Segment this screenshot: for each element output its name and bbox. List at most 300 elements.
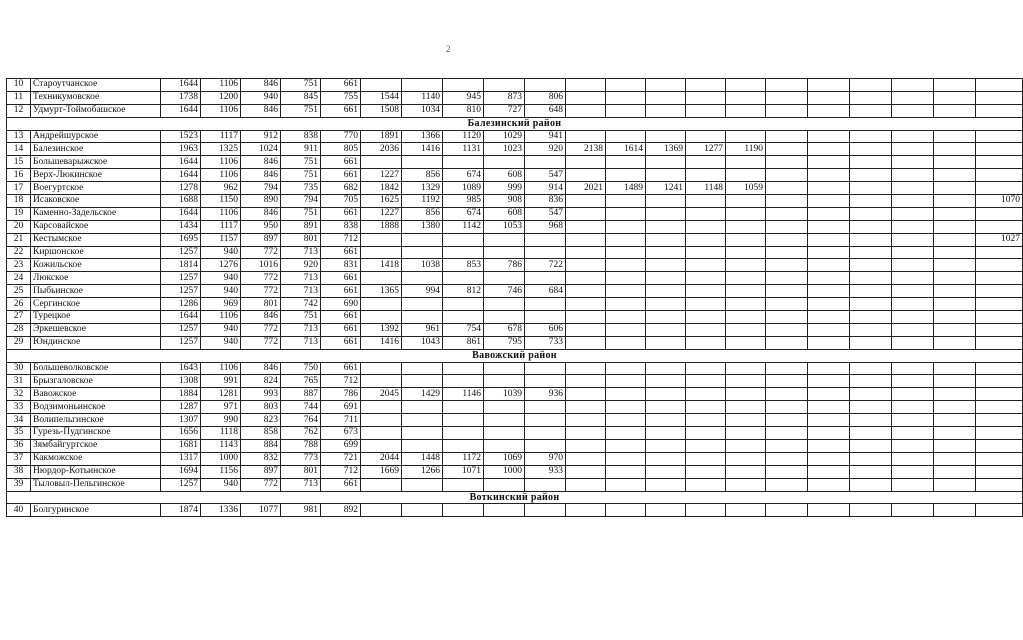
value-cell: 999 bbox=[484, 182, 525, 195]
value-cell bbox=[686, 130, 726, 143]
value-cell bbox=[686, 478, 726, 491]
value-cell bbox=[850, 285, 892, 298]
value-cell bbox=[766, 336, 808, 349]
value-cell bbox=[766, 272, 808, 285]
value-cell bbox=[525, 427, 566, 440]
table-row bbox=[7, 182, 1023, 195]
value-cell bbox=[443, 401, 484, 414]
value-cell: 786 bbox=[321, 388, 361, 401]
settlement-name: Киршонское bbox=[31, 246, 161, 259]
value-cell bbox=[361, 439, 402, 452]
value-cell bbox=[808, 336, 850, 349]
value-cell bbox=[850, 182, 892, 195]
value-cell bbox=[606, 220, 646, 233]
value-cell: 887 bbox=[281, 388, 321, 401]
value-cell: 897 bbox=[241, 465, 281, 478]
value-cell: 751 bbox=[281, 311, 321, 324]
value-cell bbox=[443, 414, 484, 427]
value-cell bbox=[850, 427, 892, 440]
value-cell bbox=[566, 504, 606, 517]
value-cell bbox=[566, 130, 606, 143]
value-cell: 940 bbox=[201, 272, 241, 285]
row-number: 31 bbox=[7, 375, 31, 388]
value-cell bbox=[484, 439, 525, 452]
row-number: 28 bbox=[7, 323, 31, 336]
value-cell bbox=[566, 156, 606, 169]
value-cell bbox=[892, 362, 934, 375]
value-cell: 1000 bbox=[201, 452, 241, 465]
settlement-name: Техникумовское bbox=[31, 91, 161, 104]
value-cell bbox=[726, 504, 766, 517]
value-cell bbox=[566, 285, 606, 298]
value-cell bbox=[361, 504, 402, 517]
value-cell bbox=[850, 79, 892, 92]
value-cell bbox=[566, 195, 606, 208]
value-cell: 920 bbox=[281, 259, 321, 272]
value-cell bbox=[646, 465, 686, 478]
value-cell bbox=[566, 362, 606, 375]
value-cell bbox=[892, 285, 934, 298]
value-cell: 891 bbox=[281, 220, 321, 233]
value-cell: 1016 bbox=[241, 259, 281, 272]
value-cell: 1157 bbox=[201, 233, 241, 246]
value-cell: 994 bbox=[402, 285, 443, 298]
value-cell: 1192 bbox=[402, 195, 443, 208]
value-cell bbox=[566, 207, 606, 220]
settlement-name: Воегуртское bbox=[31, 182, 161, 195]
value-cell bbox=[566, 104, 606, 117]
value-cell: 661 bbox=[321, 311, 361, 324]
value-cell bbox=[686, 220, 726, 233]
value-cell bbox=[566, 298, 606, 311]
value-cell bbox=[646, 207, 686, 220]
value-cell: 1227 bbox=[361, 169, 402, 182]
value-cell bbox=[361, 362, 402, 375]
value-cell bbox=[606, 104, 646, 117]
value-cell bbox=[892, 220, 934, 233]
value-cell bbox=[361, 246, 402, 259]
table-row bbox=[7, 311, 1023, 324]
value-cell bbox=[606, 375, 646, 388]
value-cell: 699 bbox=[321, 439, 361, 452]
value-cell bbox=[976, 156, 1023, 169]
value-cell bbox=[808, 130, 850, 143]
table-row bbox=[7, 401, 1023, 414]
value-cell: 1106 bbox=[201, 169, 241, 182]
value-cell: 2138 bbox=[566, 143, 606, 156]
value-cell: 846 bbox=[241, 79, 281, 92]
value-cell bbox=[892, 104, 934, 117]
value-cell bbox=[686, 452, 726, 465]
value-cell bbox=[443, 478, 484, 491]
value-cell: 1644 bbox=[161, 79, 201, 92]
value-cell: 751 bbox=[281, 104, 321, 117]
value-cell: 1257 bbox=[161, 285, 201, 298]
value-cell bbox=[934, 246, 976, 259]
value-cell bbox=[361, 375, 402, 388]
settlement-name: Андрейшурское bbox=[31, 130, 161, 143]
value-cell: 838 bbox=[321, 220, 361, 233]
value-cell bbox=[443, 439, 484, 452]
value-cell bbox=[808, 233, 850, 246]
value-cell: 1117 bbox=[201, 130, 241, 143]
row-number: 33 bbox=[7, 401, 31, 414]
value-cell bbox=[606, 478, 646, 491]
value-cell bbox=[646, 220, 686, 233]
value-cell bbox=[566, 311, 606, 324]
value-cell bbox=[443, 233, 484, 246]
value-cell: 1117 bbox=[201, 220, 241, 233]
value-cell: 1644 bbox=[161, 207, 201, 220]
value-cell: 727 bbox=[484, 104, 525, 117]
value-cell: 1257 bbox=[161, 246, 201, 259]
value-cell bbox=[726, 285, 766, 298]
value-cell: 1089 bbox=[443, 182, 484, 195]
value-cell: 1336 bbox=[201, 504, 241, 517]
value-cell: 2044 bbox=[361, 452, 402, 465]
value-cell bbox=[686, 439, 726, 452]
value-cell: 1070 bbox=[976, 195, 1023, 208]
value-cell bbox=[443, 362, 484, 375]
value-cell: 1227 bbox=[361, 207, 402, 220]
value-cell bbox=[934, 478, 976, 491]
value-cell bbox=[566, 79, 606, 92]
value-cell bbox=[976, 182, 1023, 195]
value-cell: 691 bbox=[321, 401, 361, 414]
value-cell bbox=[808, 195, 850, 208]
value-cell bbox=[566, 233, 606, 246]
table-row bbox=[7, 388, 1023, 401]
value-cell bbox=[686, 388, 726, 401]
value-cell: 1308 bbox=[161, 375, 201, 388]
table-row bbox=[7, 272, 1023, 285]
value-cell: 1106 bbox=[201, 207, 241, 220]
value-cell bbox=[402, 414, 443, 427]
value-cell bbox=[566, 414, 606, 427]
value-cell: 1257 bbox=[161, 323, 201, 336]
value-cell bbox=[726, 427, 766, 440]
value-cell: 1077 bbox=[241, 504, 281, 517]
value-cell: 1106 bbox=[201, 156, 241, 169]
value-cell: 2036 bbox=[361, 143, 402, 156]
value-cell: 846 bbox=[241, 169, 281, 182]
value-cell bbox=[808, 362, 850, 375]
value-cell: 945 bbox=[443, 91, 484, 104]
value-cell bbox=[484, 414, 525, 427]
value-cell: 1317 bbox=[161, 452, 201, 465]
settlement-name: Староутчанское bbox=[31, 79, 161, 92]
value-cell: 1131 bbox=[443, 143, 484, 156]
value-cell: 1694 bbox=[161, 465, 201, 478]
value-cell: 1508 bbox=[361, 104, 402, 117]
value-cell bbox=[892, 130, 934, 143]
value-cell bbox=[850, 169, 892, 182]
value-cell bbox=[934, 207, 976, 220]
value-cell bbox=[361, 79, 402, 92]
value-cell bbox=[892, 182, 934, 195]
value-cell: 1434 bbox=[161, 220, 201, 233]
row-number: 32 bbox=[7, 388, 31, 401]
value-cell bbox=[566, 336, 606, 349]
row-number: 16 bbox=[7, 169, 31, 182]
value-cell bbox=[766, 182, 808, 195]
value-cell bbox=[646, 388, 686, 401]
value-cell: 1156 bbox=[201, 465, 241, 478]
value-cell bbox=[402, 375, 443, 388]
row-number: 11 bbox=[7, 91, 31, 104]
value-cell bbox=[361, 298, 402, 311]
value-cell: 1190 bbox=[726, 143, 766, 156]
value-cell bbox=[606, 465, 646, 478]
value-cell bbox=[484, 362, 525, 375]
value-cell: 674 bbox=[443, 207, 484, 220]
value-cell bbox=[686, 259, 726, 272]
value-cell: 940 bbox=[201, 246, 241, 259]
value-cell bbox=[566, 259, 606, 272]
value-cell bbox=[934, 91, 976, 104]
value-cell: 711 bbox=[321, 414, 361, 427]
value-cell bbox=[850, 156, 892, 169]
value-cell bbox=[934, 104, 976, 117]
value-cell bbox=[934, 323, 976, 336]
value-cell bbox=[766, 427, 808, 440]
value-cell bbox=[976, 478, 1023, 491]
value-cell: 751 bbox=[281, 156, 321, 169]
value-cell: 801 bbox=[241, 298, 281, 311]
value-cell bbox=[850, 478, 892, 491]
value-cell: 912 bbox=[241, 130, 281, 143]
value-cell: 770 bbox=[321, 130, 361, 143]
value-cell: 846 bbox=[241, 207, 281, 220]
value-cell: 836 bbox=[525, 195, 566, 208]
value-cell bbox=[484, 298, 525, 311]
value-cell: 721 bbox=[321, 452, 361, 465]
value-cell bbox=[484, 504, 525, 517]
row-number: 25 bbox=[7, 285, 31, 298]
value-cell: 940 bbox=[201, 323, 241, 336]
value-cell bbox=[850, 414, 892, 427]
value-cell bbox=[484, 427, 525, 440]
value-cell bbox=[606, 452, 646, 465]
value-cell bbox=[850, 272, 892, 285]
table-row bbox=[7, 504, 1023, 517]
value-cell: 713 bbox=[281, 336, 321, 349]
value-cell bbox=[808, 220, 850, 233]
value-cell: 1106 bbox=[201, 79, 241, 92]
value-cell: 812 bbox=[443, 285, 484, 298]
value-cell bbox=[726, 91, 766, 104]
value-cell bbox=[606, 156, 646, 169]
value-cell: 713 bbox=[281, 272, 321, 285]
value-cell bbox=[808, 465, 850, 478]
value-cell bbox=[808, 388, 850, 401]
value-cell: 712 bbox=[321, 465, 361, 478]
value-cell: 993 bbox=[241, 388, 281, 401]
value-cell bbox=[686, 298, 726, 311]
value-cell bbox=[566, 323, 606, 336]
value-cell bbox=[934, 439, 976, 452]
value-cell bbox=[402, 311, 443, 324]
value-cell bbox=[892, 195, 934, 208]
value-cell bbox=[726, 156, 766, 169]
value-cell bbox=[606, 79, 646, 92]
value-cell: 940 bbox=[201, 285, 241, 298]
value-cell bbox=[976, 465, 1023, 478]
value-cell bbox=[808, 169, 850, 182]
value-cell bbox=[934, 311, 976, 324]
table-row bbox=[7, 156, 1023, 169]
value-cell bbox=[646, 272, 686, 285]
value-cell: 970 bbox=[525, 452, 566, 465]
row-number: 37 bbox=[7, 452, 31, 465]
value-cell: 1884 bbox=[161, 388, 201, 401]
value-cell bbox=[726, 465, 766, 478]
value-cell bbox=[686, 323, 726, 336]
row-number: 40 bbox=[7, 504, 31, 517]
value-cell bbox=[726, 388, 766, 401]
table-row bbox=[7, 465, 1023, 478]
table-row bbox=[7, 143, 1023, 156]
value-cell bbox=[606, 504, 646, 517]
value-cell bbox=[566, 169, 606, 182]
value-cell bbox=[850, 104, 892, 117]
value-cell bbox=[934, 169, 976, 182]
value-cell bbox=[361, 401, 402, 414]
value-cell: 810 bbox=[443, 104, 484, 117]
value-cell: 846 bbox=[241, 156, 281, 169]
value-cell: 1644 bbox=[161, 169, 201, 182]
value-cell bbox=[686, 169, 726, 182]
value-cell bbox=[934, 156, 976, 169]
value-cell: 1644 bbox=[161, 156, 201, 169]
value-cell: 1369 bbox=[646, 143, 686, 156]
value-cell bbox=[808, 91, 850, 104]
value-cell bbox=[726, 439, 766, 452]
value-cell bbox=[766, 388, 808, 401]
value-cell: 940 bbox=[201, 478, 241, 491]
value-cell bbox=[934, 336, 976, 349]
table-row bbox=[7, 79, 1023, 92]
value-cell bbox=[850, 246, 892, 259]
value-cell bbox=[646, 246, 686, 259]
value-cell bbox=[976, 207, 1023, 220]
value-cell bbox=[484, 311, 525, 324]
value-cell bbox=[976, 427, 1023, 440]
value-cell bbox=[976, 362, 1023, 375]
value-cell: 1278 bbox=[161, 182, 201, 195]
value-cell bbox=[686, 233, 726, 246]
value-cell: 856 bbox=[402, 169, 443, 182]
value-cell bbox=[808, 207, 850, 220]
value-cell: 1416 bbox=[402, 143, 443, 156]
settlement-name: Водзимоньинское bbox=[31, 401, 161, 414]
value-cell: 940 bbox=[201, 336, 241, 349]
value-cell bbox=[850, 195, 892, 208]
value-cell bbox=[766, 323, 808, 336]
value-cell: 661 bbox=[321, 272, 361, 285]
value-cell bbox=[686, 246, 726, 259]
value-cell: 1241 bbox=[646, 182, 686, 195]
value-cell: 1307 bbox=[161, 414, 201, 427]
row-number: 10 bbox=[7, 79, 31, 92]
settlement-name: Гурезь-Пудгинское bbox=[31, 427, 161, 440]
value-cell bbox=[934, 504, 976, 517]
value-cell bbox=[892, 143, 934, 156]
value-cell: 1329 bbox=[402, 182, 443, 195]
settlement-name: Сергинское bbox=[31, 298, 161, 311]
value-cell bbox=[566, 427, 606, 440]
settlement-name: Кестымское bbox=[31, 233, 161, 246]
value-cell: 1418 bbox=[361, 259, 402, 272]
row-number: 26 bbox=[7, 298, 31, 311]
value-cell bbox=[934, 465, 976, 478]
value-cell: 1681 bbox=[161, 439, 201, 452]
value-cell: 1266 bbox=[402, 465, 443, 478]
value-cell bbox=[443, 246, 484, 259]
value-cell bbox=[686, 79, 726, 92]
settlement-name: Брызгаловское bbox=[31, 375, 161, 388]
district-header-row bbox=[7, 349, 1023, 362]
value-cell bbox=[646, 259, 686, 272]
settlement-name: Какможское bbox=[31, 452, 161, 465]
value-cell: 1148 bbox=[686, 182, 726, 195]
value-cell bbox=[484, 375, 525, 388]
value-cell bbox=[686, 375, 726, 388]
value-cell: 713 bbox=[281, 246, 321, 259]
value-cell bbox=[606, 311, 646, 324]
value-cell bbox=[686, 362, 726, 375]
value-cell bbox=[566, 375, 606, 388]
value-cell bbox=[892, 478, 934, 491]
row-number: 22 bbox=[7, 246, 31, 259]
value-cell: 1038 bbox=[402, 259, 443, 272]
row-number: 30 bbox=[7, 362, 31, 375]
value-cell bbox=[892, 156, 934, 169]
value-cell: 824 bbox=[241, 375, 281, 388]
settlement-name: Балезинское bbox=[31, 143, 161, 156]
value-cell: 1429 bbox=[402, 388, 443, 401]
value-cell bbox=[766, 259, 808, 272]
value-cell: 1043 bbox=[402, 336, 443, 349]
value-cell: 1963 bbox=[161, 143, 201, 156]
value-cell bbox=[606, 298, 646, 311]
value-cell: 1281 bbox=[201, 388, 241, 401]
row-number: 27 bbox=[7, 311, 31, 324]
value-cell bbox=[850, 220, 892, 233]
value-cell bbox=[443, 427, 484, 440]
value-cell bbox=[726, 272, 766, 285]
value-cell: 742 bbox=[281, 298, 321, 311]
value-cell: 1644 bbox=[161, 104, 201, 117]
value-cell: 713 bbox=[281, 478, 321, 491]
value-cell: 933 bbox=[525, 465, 566, 478]
value-cell: 801 bbox=[281, 465, 321, 478]
value-cell bbox=[646, 285, 686, 298]
value-cell: 606 bbox=[525, 323, 566, 336]
value-cell bbox=[606, 195, 646, 208]
value-cell bbox=[402, 246, 443, 259]
value-cell: 1140 bbox=[402, 91, 443, 104]
value-cell bbox=[686, 336, 726, 349]
value-cell bbox=[976, 91, 1023, 104]
value-cell: 1365 bbox=[361, 285, 402, 298]
table-row bbox=[7, 452, 1023, 465]
value-cell: 746 bbox=[484, 285, 525, 298]
value-cell: 1257 bbox=[161, 336, 201, 349]
value-cell bbox=[976, 323, 1023, 336]
value-cell bbox=[402, 478, 443, 491]
value-cell bbox=[402, 362, 443, 375]
